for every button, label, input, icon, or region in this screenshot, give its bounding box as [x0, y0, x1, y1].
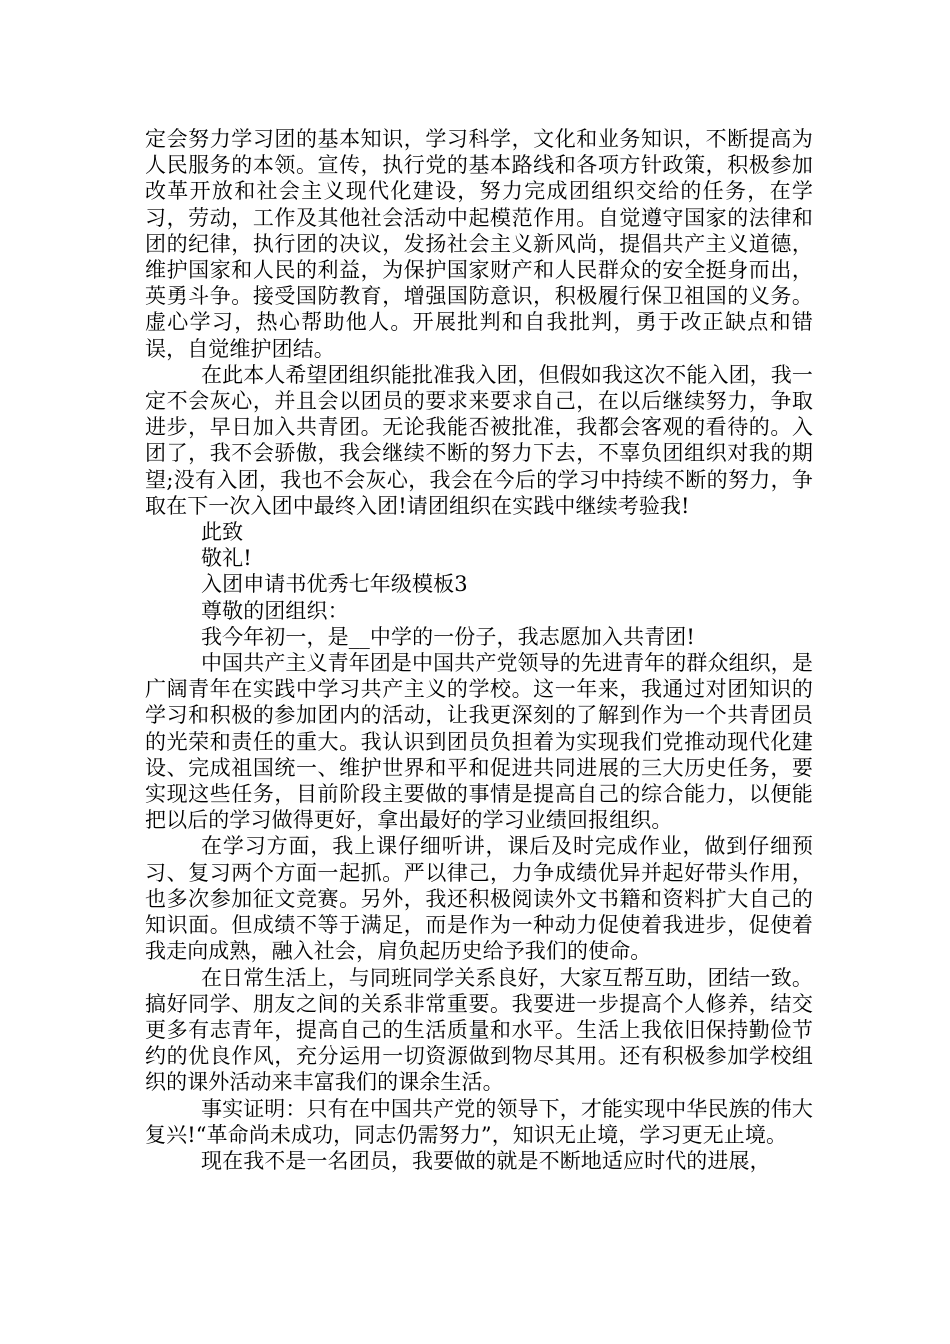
paragraph-intro: 我今年初一，是__中学的一份子，我志愿加入共青团! [201, 624, 695, 649]
paragraph-current-status: 现在我不是一名团员，我要做的就是不断地适应时代的进展， [201, 1148, 771, 1173]
closing-regards: 敬礼! [201, 546, 252, 571]
paragraph-study: 在学习方面，我上课仔细听讲，课后及时完成作业，做到仔细预习、复习两个方面一起抓。严以律己，力争成绩优异并起好带头作用，也多次参加征文竞赛。另外，我还积极阅读外文书籍和资料扩大自己的知识面。但成绩不等于满足，而是作为一种动力促使着我进步，促使着我走向成熟，融入社会，肩负起历史给予我们的使命。 [145, 834, 813, 964]
letter-greeting: 尊敬的团组织： [201, 598, 349, 623]
paragraph-league-description: 中国共产主义青年团是中国共产党领导的先进青年的群众组织，是广阔青年在实践中学习共产主义的学校。这一年来，我通过对团知识的学习和积极的参加团内的活动，让我更深刻的了解到作为一个共青团员的光荣和责任的重大。我认识到团员负担着为实现我们党推动现代化建设、完成祖国统一、维护世界和平和促进共同进展的三大历史任务，要实现这些任务，目前阶段主要做的事情是提高自己的综合能力，以便能把以后的学习做得更好，拿出最好的学习业绩回报组织。 [145, 651, 813, 833]
paragraph-facts: 事实证明：只有在中国共产党的领导下，才能实现中华民族的伟大复兴!“革命尚未成功，同志仍需努力”，知识无止境，学习更无止境。 [145, 1096, 813, 1147]
paragraph-daily-life: 在日常生活上，与同班同学关系良好，大家互帮互助，团结一致。搞好同学、朋友之间的关系非常重要。我要进一步提高个人修养，结交更多有志青年，提高自己的生活质量和水平。生活上我依旧保持勤俭节约的优良作风，充分运用一切资源做到物尽其用。还有积极参加学校组织的课外活动来丰富我们的课余生活。 [145, 965, 813, 1095]
paragraph-hope-approval: 在此本人希望团组织能批准我入团，但假如我这次不能入团，我一定不会灰心，并且会以团员的要求来要求自己，在以后继续努力，争取进步，早日加入共青团。无论我能否被批准，我都会客观的看待的。入团了，我不会骄傲，我会继续不断的努力下去，不辜负团组织对我的期望;没有入团，我也不会灰心，我会在今后的学习中持续不断的努力，争取在下一次入团中最终入团!请团组织在实践中继续考验我! [145, 362, 813, 518]
closing-salutation: 此致 [201, 520, 244, 545]
document-body [145, 126, 813, 1174]
paragraph-duties-continued: 定会努力学习团的基本知识，学习科学，文化和业务知识，不断提高为人民服务的本领。宣传，执行党的基本路线和各项方针政策，积极参加改革开放和社会主义现代化建设，努力完成团组织交给的任务，在学习，劳动，工作及其他社会活动中起模范作用。自觉遵守国家的法律和团的纪律，执行团的决议，发扬社会主义新风尚，提倡共产主义道德，维护国家和人民的利益，为保护国家财产和人民群众的安全挺身而出，英勇斗争。接受国防教育，增强国防意识，积极履行保卫祖国的义务。虚心学习，热心帮助他人。开展批判和自我批判，勇于改正缺点和错误，自觉维护团结。 [145, 127, 813, 361]
template-heading: 入团申请书优秀七年级模板3 [201, 572, 468, 597]
